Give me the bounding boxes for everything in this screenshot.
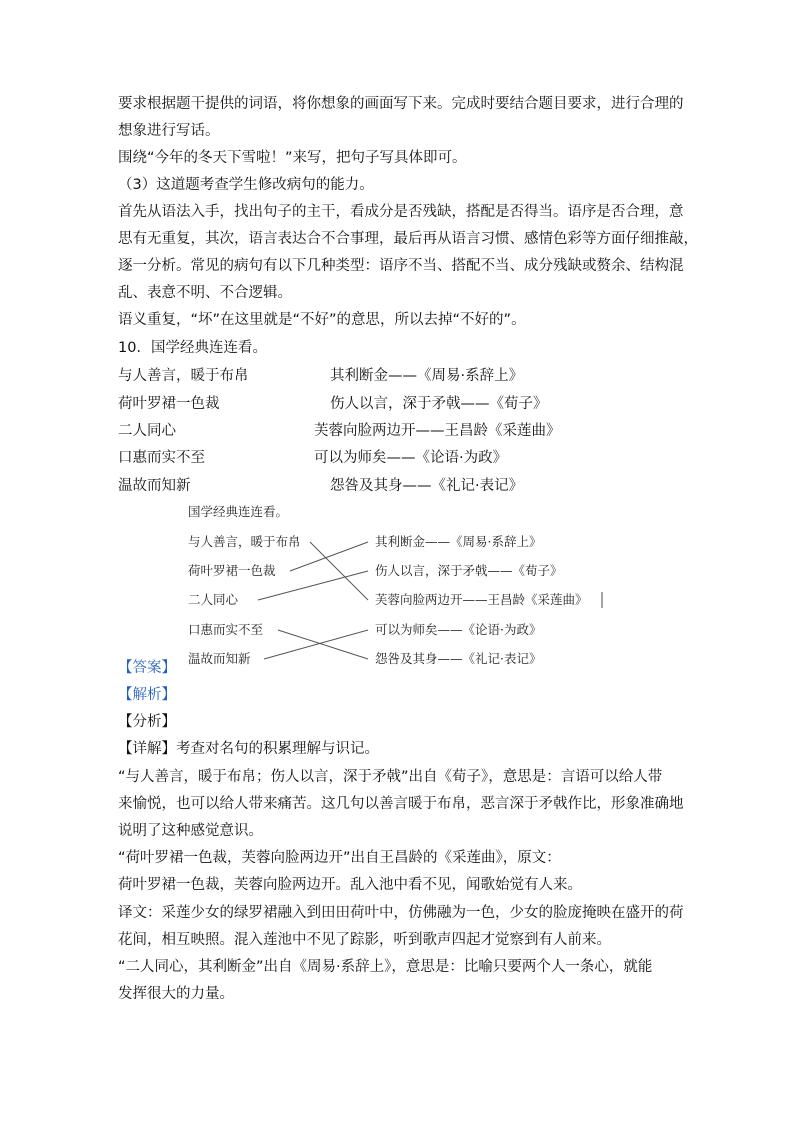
paragraph-line: 首先从语法入手，找出句子的主干，看成分是否残缺，搭配是否得当。语序是否合理，意 [118, 204, 684, 220]
detail-line: 来愉悦，也可以给人带来痛苦。这几句以善言暖于布帛，恶言深于矛戟作比，形象准确地 [118, 796, 684, 812]
fenxi-label: 【分析】 [118, 714, 176, 730]
paragraph-line: 要求根据题干提供的词语，将你想象的画面写下来。完成时要结合题目要求，进行合理的 [118, 96, 684, 112]
connect-line [264, 630, 368, 659]
question-right-item: 芙蓉向脸两边开——王昌龄《采莲曲》 [314, 423, 561, 439]
matching-answer-figure [180, 500, 620, 675]
question-right-item: 怨咎及其身——《礼记·表记》 [330, 478, 524, 494]
detail-line: 译文：采莲少女的绿罗裙融入到田田荷叶中，仿佛融为一色，少女的脸庞掩映在盛开的荷 [118, 905, 684, 921]
connect-line [290, 542, 368, 571]
connect-line [310, 542, 368, 600]
figure-title: 国学经典连连看。 [188, 504, 289, 519]
figure-right-item: 可以为师矣——《论语·为政》 [375, 622, 542, 637]
figure-right-item: 怨咎及其身——《礼记·表记》 [375, 651, 542, 666]
detail-line: “与人善言，暖于布帛；伤人以言，深于矛戟”出自《荀子》，意思是：言语可以给人带 [118, 769, 663, 785]
detail-line [118, 739, 379, 759]
question-left-item: 荷叶罗裙一色裁 [118, 396, 220, 412]
figure-left-item: 口惠而实不至 [188, 622, 264, 637]
question-left-item: 口惠而实不至 [118, 450, 205, 466]
detail-line: “荷叶罗裙一色裁，芙蓉向脸两边开”出自王昌龄的《采莲曲》，原文： [118, 850, 561, 866]
detail-line: 花间，相互映照。混入莲池中不见了踪影，听到歌声四起才觉察到有人前来。 [118, 932, 611, 948]
paragraph-line: 围绕“今年的冬天下雪啦！”来写，把句子写具体即可。 [118, 150, 467, 166]
detail-line: “二人同心，其利断金”出自《周易·系辞上》，意思是：比喻只要两个人一条心，就能 [118, 959, 653, 975]
paragraph-line: （3）这道题考查学生修改病句的能力。 [118, 177, 374, 193]
question-right-item: 其利断金——《周易·系辞上》 [330, 368, 524, 384]
paragraph-line: 想象进行写话。 [118, 123, 220, 139]
figure-left-item: 与人善言，暖于布帛 [188, 534, 301, 549]
question-title: 10．国学经典连连看。 [118, 340, 267, 356]
figure-left-item: 温故而知新 [188, 651, 251, 666]
figure-right-item: 其利断金——《周易·系辞上》 [375, 534, 542, 549]
figure-right-item: 芙蓉向脸两边开——王昌龄《采莲曲》 [375, 592, 588, 607]
figure-left-item: 二人同心 [188, 592, 239, 607]
analysis-label: 【解析】 [118, 687, 176, 703]
question-left-item: 温故而知新 [118, 478, 191, 494]
figure-left-item: 荷叶罗裙一色裁 [188, 563, 276, 578]
paragraph-line: 思有无重复，其次，语言表达合不合事理，最后再从语言习惯、感情色彩等方面仔细推敲， [118, 231, 698, 247]
paragraph-line: 逐一分析。常见的病句有以下几种类型：语序不当、搭配不当、成分残缺或赘余、结构混 [118, 258, 684, 274]
detail-line: 荷叶罗裙一色裁，芙蓉向脸两边开。乱入池中看不见，闻歌始觉有人来。 [118, 877, 582, 893]
detail-line: 发挥很大的力量。 [118, 986, 234, 1002]
figure-right-item: 伤人以言，深于矛戟——《荀子》 [375, 563, 563, 578]
question-left-item: 与人善言，暖于布帛 [118, 368, 249, 384]
detail-line: 说明了这种感觉意识。 [118, 823, 263, 839]
paragraph-line: 语义重复，“坏”在这里就是“不好”的意思，所以去掉“不好的”。 [118, 312, 526, 328]
question-left-item: 二人同心 [118, 423, 176, 439]
detail-text: 考查对名句的积累理解与识记。 [176, 741, 379, 757]
question-right-item: 可以为师矣——《论语·为政》 [314, 450, 508, 466]
answer-label: 【答案】 [118, 660, 176, 676]
paragraph-line: 乱、表意不明、不合逻辑。 [118, 285, 292, 301]
detail-label: 【详解】 [118, 741, 176, 757]
question-right-item: 伤人以言，深于矛戟——《荀子》 [330, 396, 548, 412]
connect-line [278, 630, 368, 659]
